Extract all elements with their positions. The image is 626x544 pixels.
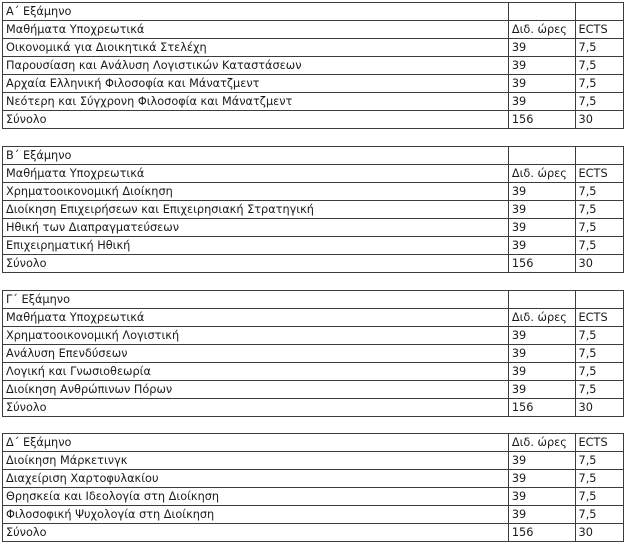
course-ects: 7,5 bbox=[575, 39, 623, 57]
header-ects: ECTS bbox=[575, 165, 623, 183]
course-hours: 39 bbox=[508, 75, 575, 93]
course-ects: 7,5 bbox=[575, 506, 623, 524]
course-name: Διοίκηση Ανθρώπινων Πόρων bbox=[3, 381, 509, 399]
total-label: Σύνολο bbox=[3, 255, 509, 273]
total-hours: 156 bbox=[508, 111, 575, 129]
course-hours: 39 bbox=[508, 183, 575, 201]
total-row bbox=[3, 255, 624, 273]
course-hours: 39 bbox=[508, 345, 575, 363]
header-hours: Διδ. ώρες bbox=[508, 434, 575, 452]
table-row bbox=[3, 39, 624, 57]
total-hours: 156 bbox=[508, 399, 575, 417]
total-row bbox=[3, 524, 624, 542]
table-header-row bbox=[3, 165, 624, 183]
course-ects: 7,5 bbox=[575, 237, 623, 255]
header-hours: Διδ. ώρες bbox=[508, 21, 575, 39]
course-name: Διαχείριση Χαρτοφυλακίου bbox=[3, 470, 509, 488]
header-hours: Διδ. ώρες bbox=[508, 165, 575, 183]
semester-c-table bbox=[2, 290, 624, 417]
table-row bbox=[3, 506, 624, 524]
course-ects: 7,5 bbox=[575, 183, 623, 201]
header-ects: ECTS bbox=[575, 21, 623, 39]
course-hours: 39 bbox=[508, 219, 575, 237]
course-ects: 7,5 bbox=[575, 75, 623, 93]
course-name: Διοίκηση Επιχειρήσεων και Επιχειρησιακή Στρατηγική bbox=[3, 201, 509, 219]
total-label: Σύνολο bbox=[3, 111, 509, 129]
course-hours: 39 bbox=[508, 506, 575, 524]
semester-a-table bbox=[2, 2, 624, 129]
header-course: Μαθήματα Υποχρεωτικά bbox=[3, 309, 509, 327]
course-ects: 7,5 bbox=[575, 57, 623, 75]
course-name: Αρχαία Ελληνική Φιλοσοφία και Μάνατζμεντ bbox=[3, 75, 509, 93]
course-ects: 7,5 bbox=[575, 488, 623, 506]
course-hours: 39 bbox=[508, 39, 575, 57]
course-ects: 7,5 bbox=[575, 327, 623, 345]
course-hours: 39 bbox=[508, 93, 575, 111]
course-name: Επιχειρηματική Ηθική bbox=[3, 237, 509, 255]
total-row bbox=[3, 399, 624, 417]
course-hours: 39 bbox=[508, 452, 575, 470]
table-row bbox=[3, 452, 624, 470]
table-header-row bbox=[3, 309, 624, 327]
total-row bbox=[3, 111, 624, 129]
course-hours: 39 bbox=[508, 57, 575, 75]
table-row bbox=[3, 488, 624, 506]
header-ects: ECTS bbox=[575, 434, 623, 452]
semester-title-row bbox=[3, 147, 624, 165]
course-name: Θρησκεία και Ιδεολογία στη Διοίκηση bbox=[3, 488, 509, 506]
course-hours: 39 bbox=[508, 201, 575, 219]
course-name: Χρηματοοικονομική Διοίκηση bbox=[3, 183, 509, 201]
course-hours: 39 bbox=[508, 237, 575, 255]
semester-title: Γ΄ Εξάμηνο bbox=[3, 291, 509, 309]
header-hours: Διδ. ώρες bbox=[508, 309, 575, 327]
semester-title: Β΄ Εξάμηνο bbox=[3, 147, 509, 165]
semester-title: Δ΄ Εξάμηνο bbox=[3, 434, 509, 452]
table-row bbox=[3, 363, 624, 381]
table-row bbox=[3, 201, 624, 219]
course-hours: 39 bbox=[508, 327, 575, 345]
total-hours: 156 bbox=[508, 255, 575, 273]
semester-b-table bbox=[2, 146, 624, 273]
table-row bbox=[3, 381, 624, 399]
course-hours: 39 bbox=[508, 363, 575, 381]
total-label: Σύνολο bbox=[3, 524, 509, 542]
header-ects: ECTS bbox=[575, 309, 623, 327]
total-ects: 30 bbox=[575, 524, 623, 542]
course-hours: 39 bbox=[508, 470, 575, 488]
course-ects: 7,5 bbox=[575, 201, 623, 219]
table-row bbox=[3, 93, 624, 111]
course-hours: 39 bbox=[508, 381, 575, 399]
table-row bbox=[3, 237, 624, 255]
total-hours: 156 bbox=[508, 524, 575, 542]
semester-d-table bbox=[2, 433, 624, 542]
table-row bbox=[3, 183, 624, 201]
course-hours: 39 bbox=[508, 488, 575, 506]
semester-title: Α΄ Εξάμηνο bbox=[3, 3, 509, 21]
course-name: Χρηματοοικονομική Λογιστική bbox=[3, 327, 509, 345]
course-ects: 7,5 bbox=[575, 363, 623, 381]
course-name: Διοίκηση Μάρκετινγκ bbox=[3, 452, 509, 470]
course-ects: 7,5 bbox=[575, 345, 623, 363]
course-ects: 7,5 bbox=[575, 219, 623, 237]
semester-title-row bbox=[3, 291, 624, 309]
table-row bbox=[3, 470, 624, 488]
course-name: Φιλοσοφική Ψυχολογία στη Διοίκηση bbox=[3, 506, 509, 524]
course-name: Νεότερη και Σύγχρονη Φιλοσοφία και Μάνατζμεντ bbox=[3, 93, 509, 111]
total-ects: 30 bbox=[575, 255, 623, 273]
course-ects: 7,5 bbox=[575, 470, 623, 488]
course-name: Παρουσίαση και Ανάλυση Λογιστικών Καταστάσεων bbox=[3, 57, 509, 75]
course-name: Λογική και Γνωσιοθεωρία bbox=[3, 363, 509, 381]
total-ects: 30 bbox=[575, 399, 623, 417]
course-name: Οικονομικά για Διοικητικά Στελέχη bbox=[3, 39, 509, 57]
table-row bbox=[3, 345, 624, 363]
course-name: Ηθική των Διαπραγματεύσεων bbox=[3, 219, 509, 237]
table-row bbox=[3, 57, 624, 75]
table-row bbox=[3, 75, 624, 93]
table-row bbox=[3, 219, 624, 237]
semester-title-row bbox=[3, 3, 624, 21]
total-ects: 30 bbox=[575, 111, 623, 129]
course-ects: 7,5 bbox=[575, 93, 623, 111]
course-ects: 7,5 bbox=[575, 381, 623, 399]
header-course: Μαθήματα Υποχρεωτικά bbox=[3, 165, 509, 183]
table-row bbox=[3, 327, 624, 345]
total-label: Σύνολο bbox=[3, 399, 509, 417]
course-ects: 7,5 bbox=[575, 452, 623, 470]
header-course: Μαθήματα Υποχρεωτικά bbox=[3, 21, 509, 39]
table-header-row bbox=[3, 21, 624, 39]
course-name: Ανάλυση Επενδύσεων bbox=[3, 345, 509, 363]
semester-title-row bbox=[3, 434, 624, 452]
